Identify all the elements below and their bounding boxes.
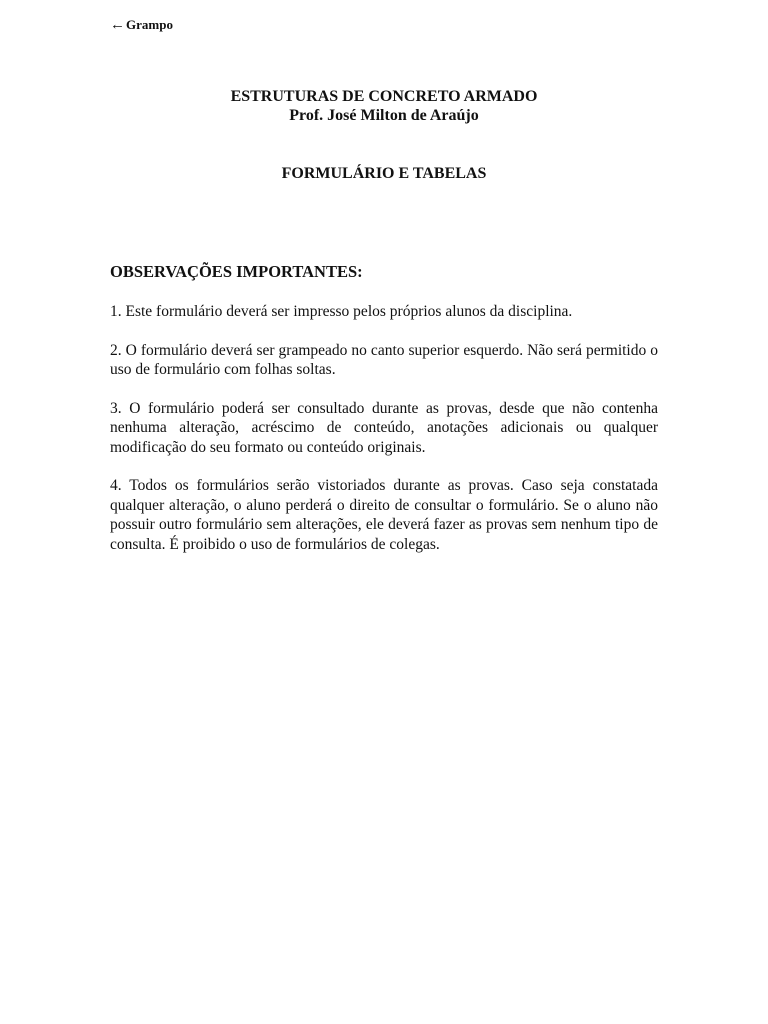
observation-item: 4. Todos os formulários serão vistoriados durante as provas. Caso seja constatada qualquer alteração, o aluno perderá o direito de consultar o formulário. Se o aluno não possuir outro formulário sem alterações, ele deverá fazer as provas sem nenhum tipo de consulta. É proibido o uso de formulários de colegas.: [110, 477, 658, 553]
course-title: ESTRUTURAS DE CONCRETO ARMADO: [230, 88, 538, 105]
observation-item: 3. O formulário poderá ser consultado durante as provas, desde que não contenha nenhuma alteração, acréscimo de conteúdo, anotações adicionais ou qualquer modificação do seu formato ou conteúdo originais.: [110, 399, 658, 456]
document-header: [0, 87, 768, 125]
observations-heading: OBSERVAÇÕES IMPORTANTES:: [110, 262, 363, 281]
professor-name: Prof. José Milton de Araújo: [289, 107, 479, 124]
observations-list: [110, 302, 658, 573]
staple-note: [110, 17, 173, 34]
staple-note-label: Grampo: [126, 17, 173, 32]
observation-item: 2. O formulário deverá ser grampeado no canto superior esquerdo. Não será permitido o uso de formulário com folhas soltas.: [110, 341, 658, 378]
observation-item: 1. Este formulário deverá ser impresso pelos próprios alunos da disciplina.: [110, 303, 573, 320]
arrow-left-icon: ←: [110, 17, 125, 33]
document-subtitle: FORMULÁRIO E TABELAS: [281, 165, 487, 182]
